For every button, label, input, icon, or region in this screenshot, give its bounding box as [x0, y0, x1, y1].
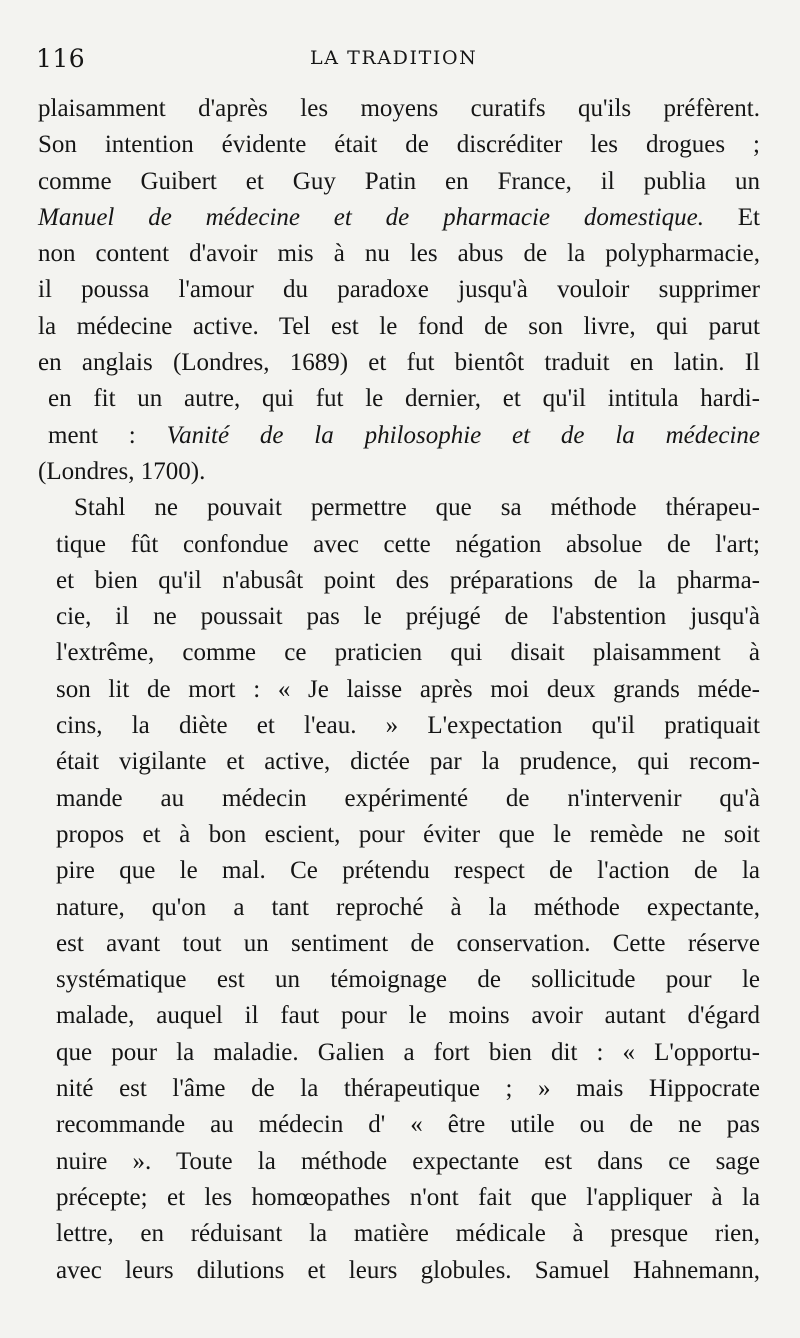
text-fragment: Et: [703, 203, 761, 231]
text-line: malade, auquel il faut pour le moins avoir autant d'égard: [56, 1002, 760, 1030]
text-line: nature, qu'on a tant reproché à la méthode expectante,: [56, 893, 760, 921]
page-number: 116: [36, 44, 86, 73]
paragraph-first-line: Stahl ne pouvait permettre que sa méthode thérapeu-: [74, 494, 760, 522]
running-head: LA TRADITION: [310, 47, 478, 69]
text-line: son lit de mort : « Je laisse après moi deux grands méde-: [56, 675, 760, 703]
text-line: est avant tout un sentiment de conservation. Cette réserve: [56, 929, 760, 957]
text-line: nité est l'âme de la thérapeutique ; » mais Hippocrate: [56, 1075, 760, 1103]
text-line: [38, 200, 760, 236]
text-line: mande au médecin expérimenté de n'intervenir qu'à: [56, 784, 760, 812]
text-line: pire que le mal. Ce prétendu respect de l'action de la: [56, 857, 760, 885]
text-line: l'extrême, comme ce praticien qui disait plaisamment à: [56, 639, 760, 667]
text-line: lettre, en réduisant la matière médicale à presque rien,: [56, 1220, 760, 1248]
text-line: tique fût confondue avec cette négation absolue de l'art;: [56, 530, 760, 558]
text-line: comme Guibert et Guy Patin en France, il publia un: [38, 167, 760, 195]
text-line: que pour la maladie. Galien a fort bien dit : « L'opportu-: [56, 1038, 760, 1066]
text-line: plaisamment d'après les moyens curatifs qu'ils préfèrent.: [38, 95, 760, 122]
text-line: il poussa l'amour du paradoxe jusqu'à vouloir supprimer: [38, 276, 760, 304]
text-line: précepte; et les homœopathes n'ont fait que l'appliquer à la: [56, 1183, 760, 1211]
book-title: Manuel de médecine et de pharmacie domestique.: [38, 203, 704, 231]
text-line: était vigilante et active, dictée par la prudence, qui recom-: [56, 748, 760, 776]
text-line: propos et à bon escient, pour éviter que le remède ne soit: [56, 820, 760, 848]
text-line: en fit un autre, qui fut le dernier, et qu'il intitula hardi-: [48, 385, 760, 413]
text-line: nuire ». Toute la méthode expectante est dans ce sage: [56, 1147, 760, 1175]
text-line: Son intention évidente était de discréditer les drogues ;: [38, 131, 760, 159]
book-title: Vanité de la philosophie et de la médecine: [166, 421, 760, 449]
text-line: (Londres, 1700).: [38, 457, 206, 485]
page-header: [30, 38, 770, 78]
text-line: recommande au médecin d' « être utile ou de ne pas: [56, 1111, 760, 1139]
text-fragment: ment :: [48, 421, 167, 449]
body-text: [38, 91, 760, 1289]
text-line: cie, il ne poussait pas le préjugé de l'abstention jusqu'à: [56, 603, 760, 631]
text-line: en anglais (Londres, 1689) et fut bientôt traduit en latin. Il: [38, 349, 760, 377]
text-line: la médecine active. Tel est le fond de son livre, qui parut: [38, 312, 760, 340]
text-line: systématique est un témoignage de sollicitude pour le: [56, 966, 760, 994]
text-line: non content d'avoir mis à nu les abus de la polypharmacie,: [38, 240, 760, 268]
text-line: [38, 418, 760, 454]
text-line: cins, la diète et l'eau. » L'expectation qu'il pratiquait: [56, 712, 760, 740]
text-line: avec leurs dilutions et leurs globules. Samuel Hahnemann,: [56, 1256, 760, 1284]
text-line: et bien qu'il n'abusât point des préparations de la pharma-: [56, 566, 760, 594]
